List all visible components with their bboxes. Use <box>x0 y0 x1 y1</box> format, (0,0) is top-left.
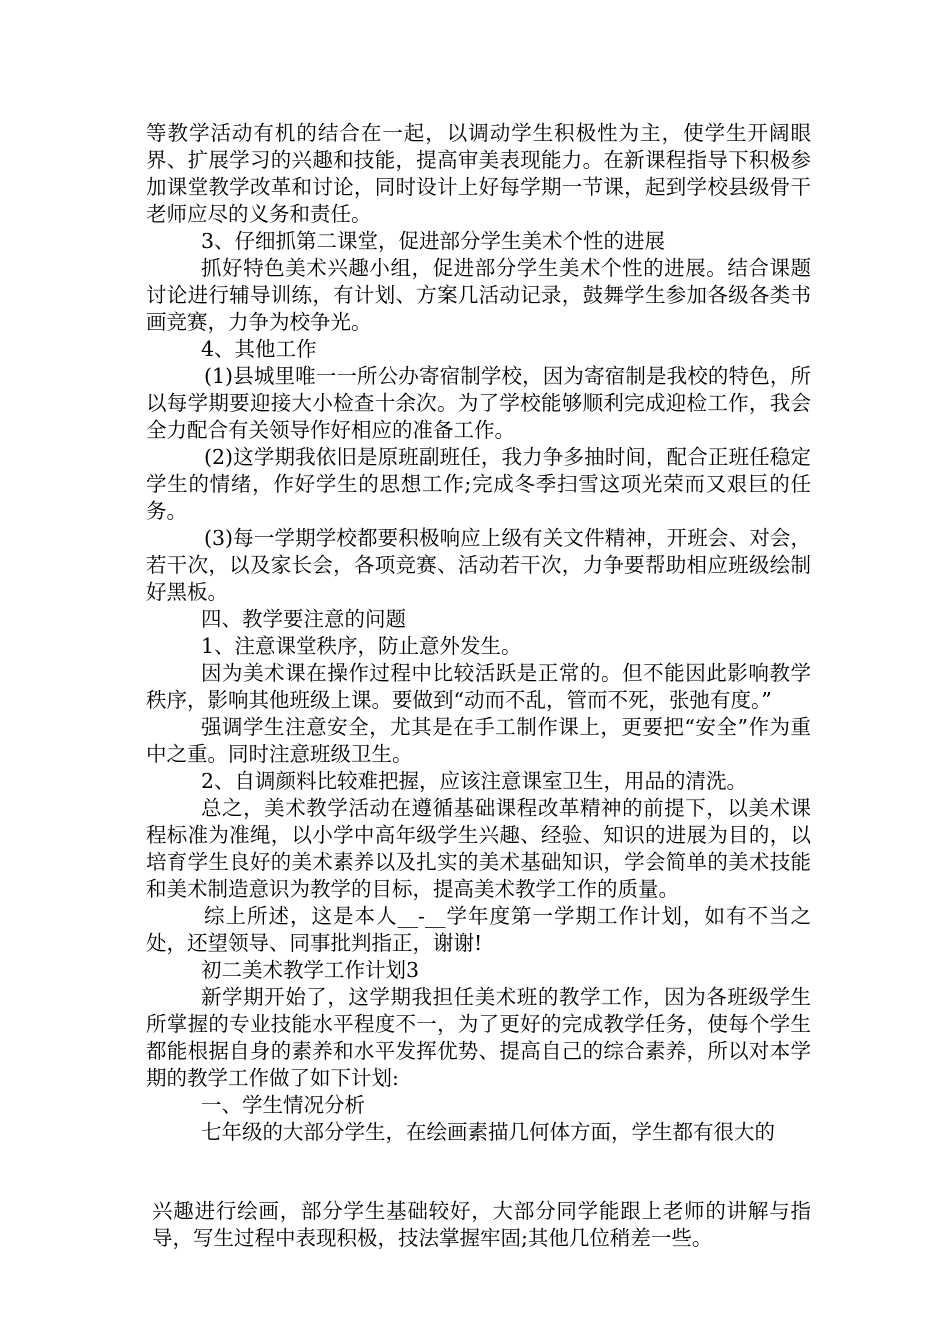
continuation-paragraph: 兴趣进行绘画，部分学生基础较好，大部分同学能跟上老师的讲解与指导，写生过程中表现积极，技法掌握牢固;其他几位稍差一些。 <box>152 1199 811 1250</box>
paragraph: 强调学生注意安全，尤其是在手工制作课上，更要把“安全”作为重中之重。同时注意班级卫生。 <box>146 715 811 766</box>
section-heading: 1、注意课堂秩序，防止意外发生。 <box>201 634 522 658</box>
document-title: 初二美术教学工作计划3 <box>201 958 420 982</box>
paragraph: 总之，美术教学活动在遵循基础课程改革精神的前提下，以美术课程标准为准绳，以小学中高年级学生兴趣、经验、知识的进展为目的，以培育学生良好的美术素养以及扎实的美术基础知识，学会简单的美术技能和美术制造意识为教学的目标，提高美术教学工作的质量。 <box>146 796 811 901</box>
paragraph: 等教学活动有机的结合在一起，以调动学生积极性为主，使学生开阔眼界、扩展学习的兴趣和技能，提高审美表现能力。在新课程指导下积极参加课堂教学改革和讨论，同时设计上好每学期一节课，起到学校县级骨干老师应尽的义务和责任。 <box>146 121 811 226</box>
list-item: (2)这学期我依旧是原班副班任，我力争多抽时间，配合正班任稳定学生的情绪，作好学生的思想工作;完成冬季扫雪这项光荣而又艰巨的任务。 <box>146 445 811 523</box>
list-item: (3)每一学期学校都要积极响应上级有关文件精神，开班会、对会，若干次，以及家长会，各项竞赛、活动若干次，力争要帮助相应班级绘制好黑板。 <box>146 526 811 604</box>
section-heading: 四、教学要注意的问题 <box>201 607 406 631</box>
paragraph: 抓好特色美术兴趣小组，促进部分学生美术个性的进展。结合课题讨论进行辅导训练，有计划、方案几活动记录，鼓舞学生参加各级各类书画竞赛，力争为校争光。 <box>146 256 811 334</box>
paragraph: 新学期开始了，这学期我担任美术班的教学工作，因为各班级学生所掌握的专业技能水平程度不一，为了更好的完成教学任务，使每个学生都能根据自身的素养和水平发挥优势、提高自己的综合素养，所以对本学期的教学工作做了如下计划: <box>146 985 811 1090</box>
section-heading: 3、仔细抓第二课堂，促进部分学生美术个性的进展 <box>201 229 666 253</box>
section-heading: 一、学生情况分析 <box>201 1093 365 1117</box>
section-heading: 4、其他工作 <box>201 337 317 361</box>
paragraph: 七年级的大部分学生，在绘画素描几何体方面，学生都有很大的 <box>201 1120 775 1144</box>
paragraph: 因为美术课在操作过程中比较活跃是正常的。但不能因此影响教学秩序，影响其他班级上课。要做到“动而不乱，管而不死，张弛有度。” <box>146 661 811 712</box>
page-break-gap <box>146 1146 811 1198</box>
paragraph: 综上所述，这是本人__-__学年度第一学期工作计划，如有不当之处，还望领导、同事批判指正，谢谢! <box>146 904 811 955</box>
document-page <box>146 120 811 1252</box>
section-heading: 2、自调颜料比较难把握，应该注意课室卫生，用品的清洗。 <box>201 769 748 793</box>
list-item: (1)县城里唯一一所公办寄宿制学校，因为寄宿制是我校的特色，所以每学期要迎接大小检查十余次。为了学校能够顺利完成迎检工作，我会全力配合有关领导作好相应的准备工作。 <box>146 364 811 442</box>
